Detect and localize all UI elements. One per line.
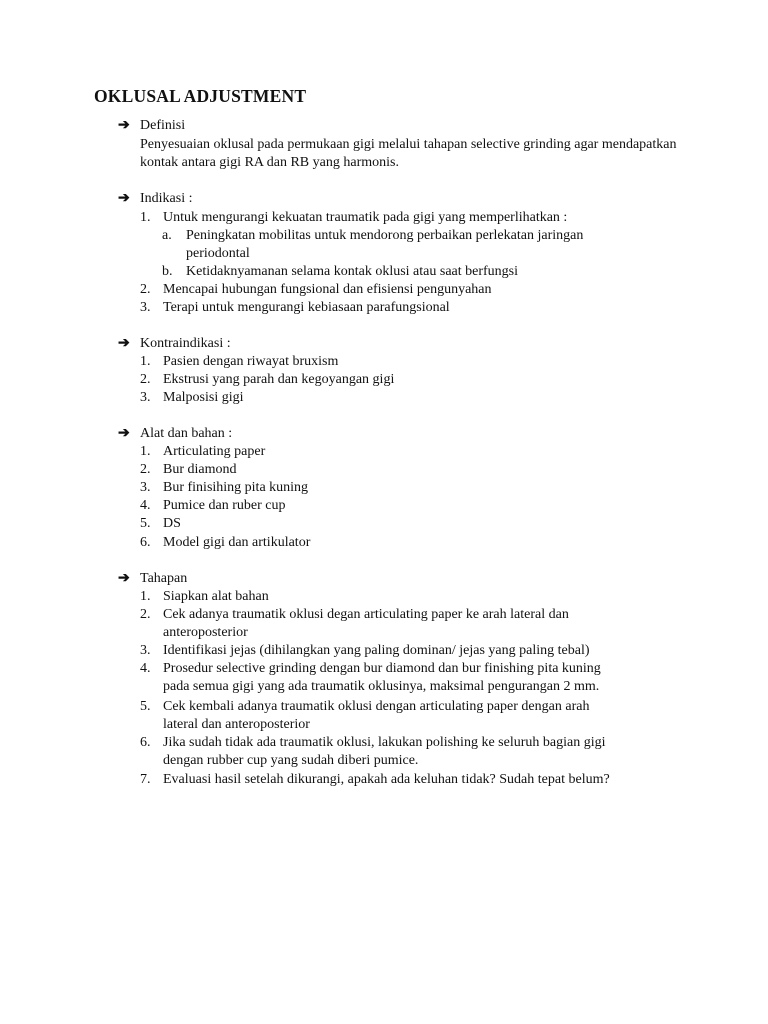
definisi-text: Penyesuaian oklusal pada permukaan gigi melalui tahapan selective grinding agar mendapatkan kontak antara gigi RA dan RB yang harmonis. [140,137,677,170]
section-alat-heading [118,425,232,443]
list-number: 6. [140,535,151,550]
list-number: 3. [140,390,151,405]
list-text-line: periodontal [186,246,250,261]
list-text [163,588,269,606]
section-tahapan-heading [118,570,187,588]
list-text: Malposisi gigi [163,390,244,405]
list-text: Terapi untuk mengurangi kebiasaan parafungsional [163,300,450,315]
section-heading-label: Indikasi : [140,191,193,206]
list-number: 4. [140,661,151,676]
list-text: Pasien dengan riwayat bruxism [163,354,339,369]
list-number: 3. [140,643,151,658]
list-number: 1. [140,589,151,604]
list-text: Model gigi dan artikulator [163,535,311,550]
list-number: 5. [140,699,151,714]
section-kontraindikasi-heading [118,335,231,353]
list-number: 7. [140,772,151,787]
list-text-line: Jika sudah tidak ada traumatik oklusi, lakukan polishing ke seluruh bagian gigi [163,735,606,750]
section-heading-label: Alat dan bahan : [140,426,233,441]
list-number: 2. [140,607,151,622]
section-definisi-heading [118,117,185,135]
arrow-icon: ➔ [118,426,130,441]
list-text: Articulating paper [163,444,266,459]
list-text: Ketidaknyamanan selama kontak oklusi atau saat berfungsi [186,264,519,279]
list-text-line: dengan rubber cup yang sudah diberi pumice. [163,753,419,768]
arrow-icon: ➔ [118,336,130,351]
list-text: DS [163,516,181,531]
list-text-line: Cek adanya traumatik oklusi degan articulating paper ke arah lateral dan [163,607,569,622]
list-text-line: Cek kembali adanya traumatik oklusi dengan articulating paper dengan arah [163,699,590,714]
list-text-line: Evaluasi hasil setelah dikurangi, apakah ada keluhan tidak? Sudah tepat belum? [163,772,610,787]
list-text-line: pada semua gigi yang ada traumatik oklusinya, maksimal pengurangan 2 mm. [163,679,600,694]
list-text: Bur diamond [163,462,237,477]
list-number: 2. [140,372,151,387]
section-heading-label: Tahapan [140,571,188,586]
list-text [163,734,605,770]
list-text [163,660,601,696]
list-text: Bur finisihing pita kuning [163,480,309,495]
list-number: 4. [140,498,151,513]
arrow-icon: ➔ [118,118,130,133]
list-text [163,698,589,734]
list-text-line: Siapkan alat bahan [163,589,269,604]
list-number: 5. [140,516,151,531]
list-text-line: lateral dan anteroposterior [163,717,310,732]
arrow-icon: ➔ [118,571,130,586]
list-text-line: Prosedur selective grinding dengan bur diamond dan bur finishing pita kuning [163,661,601,676]
list-number: 1. [140,444,151,459]
section-indikasi-heading [118,190,193,208]
list-text [186,227,583,263]
document-title: OKLUSAL ADJUSTMENT [94,86,307,106]
list-text: Pumice dan ruber cup [163,498,286,513]
list-number: 3. [140,480,151,495]
section-heading-label: Kontraindikasi : [140,336,231,351]
list-number: 6. [140,735,151,750]
arrow-icon: ➔ [118,191,130,206]
list-letter: b. [162,264,173,279]
list-letter: a. [162,228,172,243]
definisi-paragraph [140,136,700,172]
list-number: 3. [140,300,151,315]
section-heading-label: Definisi [140,118,186,133]
list-text-line: anteroposterior [163,625,248,640]
list-number: 1. [140,210,151,225]
list-text: Untuk mengurangi kekuatan traumatik pada gigi yang memperlihatkan : [163,210,568,225]
list-text-line: Peningkatan mobilitas untuk mendorong perbaikan perlekatan jaringan [186,228,584,243]
list-number: 2. [140,282,151,297]
list-text [163,642,590,660]
list-text-line: Identifikasi jejas (dihilangkan yang paling dominan/ jejas yang paling tebal) [163,643,590,658]
list-text [163,606,569,642]
list-text: Mencapai hubungan fungsional dan efisiensi pengunyahan [163,282,492,297]
list-number: 2. [140,462,151,477]
list-text [163,771,610,789]
list-number: 1. [140,354,151,369]
list-text: Ekstrusi yang parah dan kegoyangan gigi [163,372,395,387]
